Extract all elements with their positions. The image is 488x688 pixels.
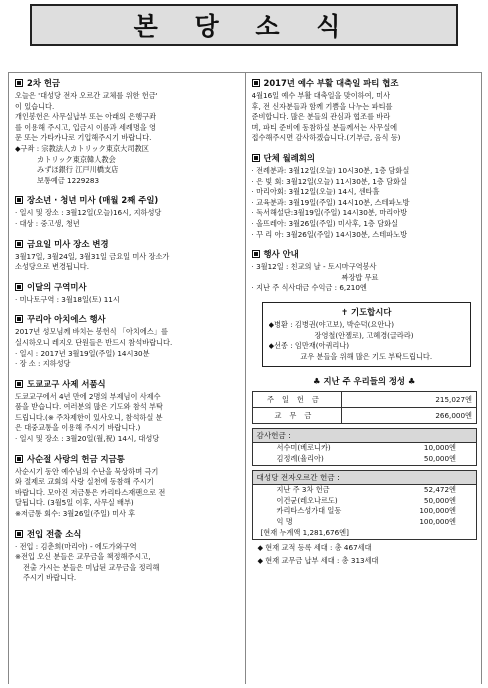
text-line: ◆선종 : 임만재(아퀴리나): [268, 341, 350, 351]
text-line: 도쿄교구에서 4년 만에 2명의 부제님이 사제수: [15, 391, 161, 401]
section-events: [252, 248, 478, 294]
text-line: · 전례분과: 3월12일(오늘) 10시30분, 1층 담화실: [251, 165, 410, 175]
section-heading: 이달의 구역미사: [27, 281, 87, 292]
text-line: 며, 파티 준비에 동참하실 분들께서는 사무실에: [251, 122, 398, 132]
text-line: ※전입 오신 분들은 교무금을 책정해주시고,: [15, 552, 151, 562]
columns: [8, 72, 482, 684]
section-heading: 금요일 미사 장소 변경: [27, 238, 109, 249]
text-line: · 마리아회: 3월12일(오늘) 14시, 센타홀: [251, 187, 380, 197]
donor-amount: 50,000엔: [423, 454, 456, 464]
donor-amount: 50,000엔: [423, 495, 456, 505]
section-youth-mass: [15, 194, 241, 229]
table-row: [252, 392, 477, 408]
text-line: · 대상 : 중고생, 청년: [15, 218, 80, 228]
left-column: [9, 73, 246, 684]
section-heading: 전입 전출 소식: [27, 528, 82, 539]
section-heading: 단체 월례회의: [263, 152, 315, 163]
section-heading: 도쿄교구 사제 서품식: [27, 378, 106, 389]
table-row: [252, 408, 477, 424]
donor-name: 김정례(율리아): [276, 454, 324, 464]
bullet-square-icon: [252, 154, 260, 162]
list-item: [253, 485, 477, 496]
donor-name: 익 명: [276, 517, 293, 527]
registration-stat: ◆ 현재 교무금 납부 세대 : 총 313세대: [257, 556, 379, 566]
section-lent-piggybank: [15, 453, 241, 520]
text-line: 4월16일 예수 부활 대축일을 맞이하여, 미사: [251, 91, 391, 100]
section-heading: 행사 안내: [263, 249, 299, 260]
section-heading: 사순절 사랑의 헌금 지금통: [27, 453, 125, 464]
section-district-mass: [15, 281, 241, 306]
account-line: カトリック東京韓人教会: [37, 154, 116, 164]
page-title: 본 당 소 식: [133, 12, 355, 41]
bullet-square-icon: [15, 79, 23, 87]
offering-label: 주일헌금: [252, 392, 342, 408]
account-line: ◆구좌 : 宗教法人カトリック東京大司教区: [15, 143, 149, 153]
section-acies: [15, 313, 241, 369]
donor-amount: 100,000엔: [419, 506, 456, 516]
bullet-square-icon: [252, 250, 260, 258]
section-friday-mass: [15, 238, 241, 273]
text-line: · 일시 및 장소 : 3월12일(오늘)16시, 지하성당: [15, 208, 162, 218]
text-line: 오늘은 '대성당 전자 오르간 교체를 위한 헌금': [15, 91, 158, 100]
text-line: · 독서해설단:3월19일(주일) 14시30분, 마리아방: [251, 208, 408, 218]
offerings-table: [252, 391, 478, 424]
text-line: 준비합니다. 많은 분들의 관심과 협조를 바라: [251, 112, 391, 122]
text-line: 은 대중교통을 이용해 주시기 바랍니다.): [15, 423, 141, 433]
text-line: 접수해주시면 감사하겠습니다.(기부금, 음식 등): [251, 133, 401, 143]
list-item: [253, 506, 477, 517]
prayer-box: [262, 302, 472, 367]
bullet-square-icon: [15, 240, 23, 248]
text-line: · 꾸 리 아: 3월26일(주일) 14시30분, 스테파노방: [251, 229, 408, 239]
text-line: 이 있습니다.: [15, 101, 55, 111]
group-heading: 감사헌금 :: [253, 429, 477, 443]
bullet-square-icon: [15, 380, 23, 388]
text-line: 소성당으로 변경됩니다.: [15, 262, 90, 272]
text-line: 품을 받습니다. 여러분의 많은 기도와 참석 부탁: [15, 402, 163, 412]
bullet-square-icon: [15, 455, 23, 463]
organ-offering-group: [252, 470, 478, 540]
section-heading: 2차 헌금: [27, 78, 61, 88]
donor-name: 카리타스성가대 일동: [276, 506, 342, 516]
list-item: [253, 443, 477, 454]
bullet-square-icon: [15, 315, 23, 323]
offering-amount: 266,000엔: [342, 408, 477, 424]
text-line: 후, 전 신자분들과 함께 기쁨을 나누는 파티를: [251, 101, 393, 111]
text-line: ◆병환 : 김병권(야고보), 박순덕(요안나): [268, 319, 395, 329]
offerings-title: ♣ 지난 주 우리들의 정성 ♣: [313, 376, 416, 387]
account-line: 보통예금 1229283: [37, 175, 100, 185]
donor-name: 이건균(레오나르도): [276, 495, 338, 505]
list-item: [253, 517, 477, 528]
donor-name: 지난 주 3차 헌금: [276, 484, 330, 494]
text-line: 드립니다.(※ 주차제한이 있사오니, 참석하실 분: [15, 412, 163, 422]
text-line: 전출 가시는 분들은 미납된 교무금을 정리해: [23, 562, 160, 572]
bullet-square-icon: [15, 283, 23, 291]
text-line: · 일시 및 장소 : 3월20일(월,祝) 14시, 대성당: [15, 434, 160, 444]
registration-stat: ◆ 현재 교적 등록 세대 : 총 467세대: [257, 542, 372, 552]
text-line: 주시기 바랍니다.: [23, 573, 77, 583]
bullet-square-icon: [15, 196, 23, 204]
section-ordination: [15, 378, 241, 445]
text-line: 2017년 성모님께 바치는 봉헌식 「아치에스」를: [15, 327, 168, 337]
section-second-collection: [15, 77, 241, 186]
text-line: · 전입 : 김춘희(마리아) - 에도가와구역: [15, 541, 137, 551]
text-line: 바랍니다. 모아진 저금통은 카리타스재팬으로 전: [15, 487, 166, 497]
bullet-square-icon: [15, 530, 23, 538]
text-line: 3월17일, 3월24일, 3월31일 금요일 미사 장소가: [15, 251, 170, 261]
text-line: · 지난 주 식사대금 수익금 : 6,210엔: [251, 283, 367, 293]
section-transfer: [15, 528, 241, 584]
section-heading: 장소년 · 청년 미사 (매월 2째 주일): [27, 195, 159, 206]
text-line: 실시하오니 레지오 단원들은 반드시 참석바랍니다.: [15, 337, 173, 347]
text-line: 교우 분들을 위해 많은 기도 부탁드립니다.: [300, 351, 433, 361]
bullet-square-icon: [252, 79, 260, 87]
right-column: [246, 73, 482, 684]
text-line: · 3월12일 : 친교의 날 - 토시마구역봉사: [251, 262, 377, 272]
text-line: 문 또는 가타카나로 기입해주시기 바랍니다.: [15, 133, 152, 143]
text-line: 달됩니다. (3월5일 이후, 사무실 배부): [15, 498, 134, 508]
list-item: [253, 528, 477, 539]
offering-amount: 215,027엔: [342, 392, 477, 408]
text-line: ※저금통 회수: 3월26일(주일) 미사 후: [15, 509, 136, 519]
text-line: 개인봉헌은 사무실납부 또는 아래의 은행구좌: [15, 112, 157, 122]
text-line: · 미나토구역 : 3월18일(토) 11시: [15, 294, 120, 304]
list-item: [253, 496, 477, 507]
title-banner: [30, 4, 458, 46]
offerings-section: [252, 375, 478, 567]
offering-label: 교무금: [252, 408, 342, 424]
section-easter-party: [252, 77, 478, 144]
donor-amount: 10,000엔: [423, 443, 456, 453]
list-item: [253, 454, 477, 465]
text-line: 사순시기 동안 예수님의 수난을 묵상하며 극기: [15, 466, 159, 476]
text-line: · 교육분과: 3월19일(주일) 14시10분, 스테파노방: [251, 197, 410, 207]
donor-amount: 52,472엔: [423, 484, 456, 494]
text-line: 와 절제로 교회의 사랑 실천에 동참해 주시기: [15, 477, 154, 487]
text-line: · 은 빛 회: 3월12일(오늘) 11시30분, 1층 담화실: [251, 176, 407, 186]
section-group-meetings: [252, 152, 478, 240]
thanks-offering-group: [252, 428, 478, 466]
prayer-title: ✝ 기도합시다: [341, 306, 392, 317]
account-line: みずほ銀行 江戸川橋支店: [37, 165, 119, 175]
text-line: 짜장밥 무료: [341, 272, 379, 282]
section-heading: 2017년 예수 부활 대축일 파티 협조: [263, 78, 399, 88]
donor-name: 서수미(베로니카): [276, 443, 331, 453]
text-line: · 일시 : 2017년 3월19일(주일) 14시30분: [15, 348, 150, 358]
section-heading: 꾸리아 아치에스 행사: [27, 314, 106, 325]
text-line: 장영철(안젤로), 고혜경(글라라): [314, 330, 414, 340]
text-line: · 장 소 : 지하성당: [15, 359, 71, 369]
cumulative-total: [현재 누계액 1,281,676엔]: [260, 528, 349, 538]
text-line: 를 이용해 주시고, 입금시 이름과 세례명을 영: [15, 122, 156, 132]
donor-amount: 100,000엔: [419, 517, 456, 527]
group-heading: 대성당 전자오르간 헌금 :: [253, 471, 477, 485]
text-line: · 올뜨레아: 3월26일(주일) 미사후, 1층 담화실: [251, 218, 398, 228]
